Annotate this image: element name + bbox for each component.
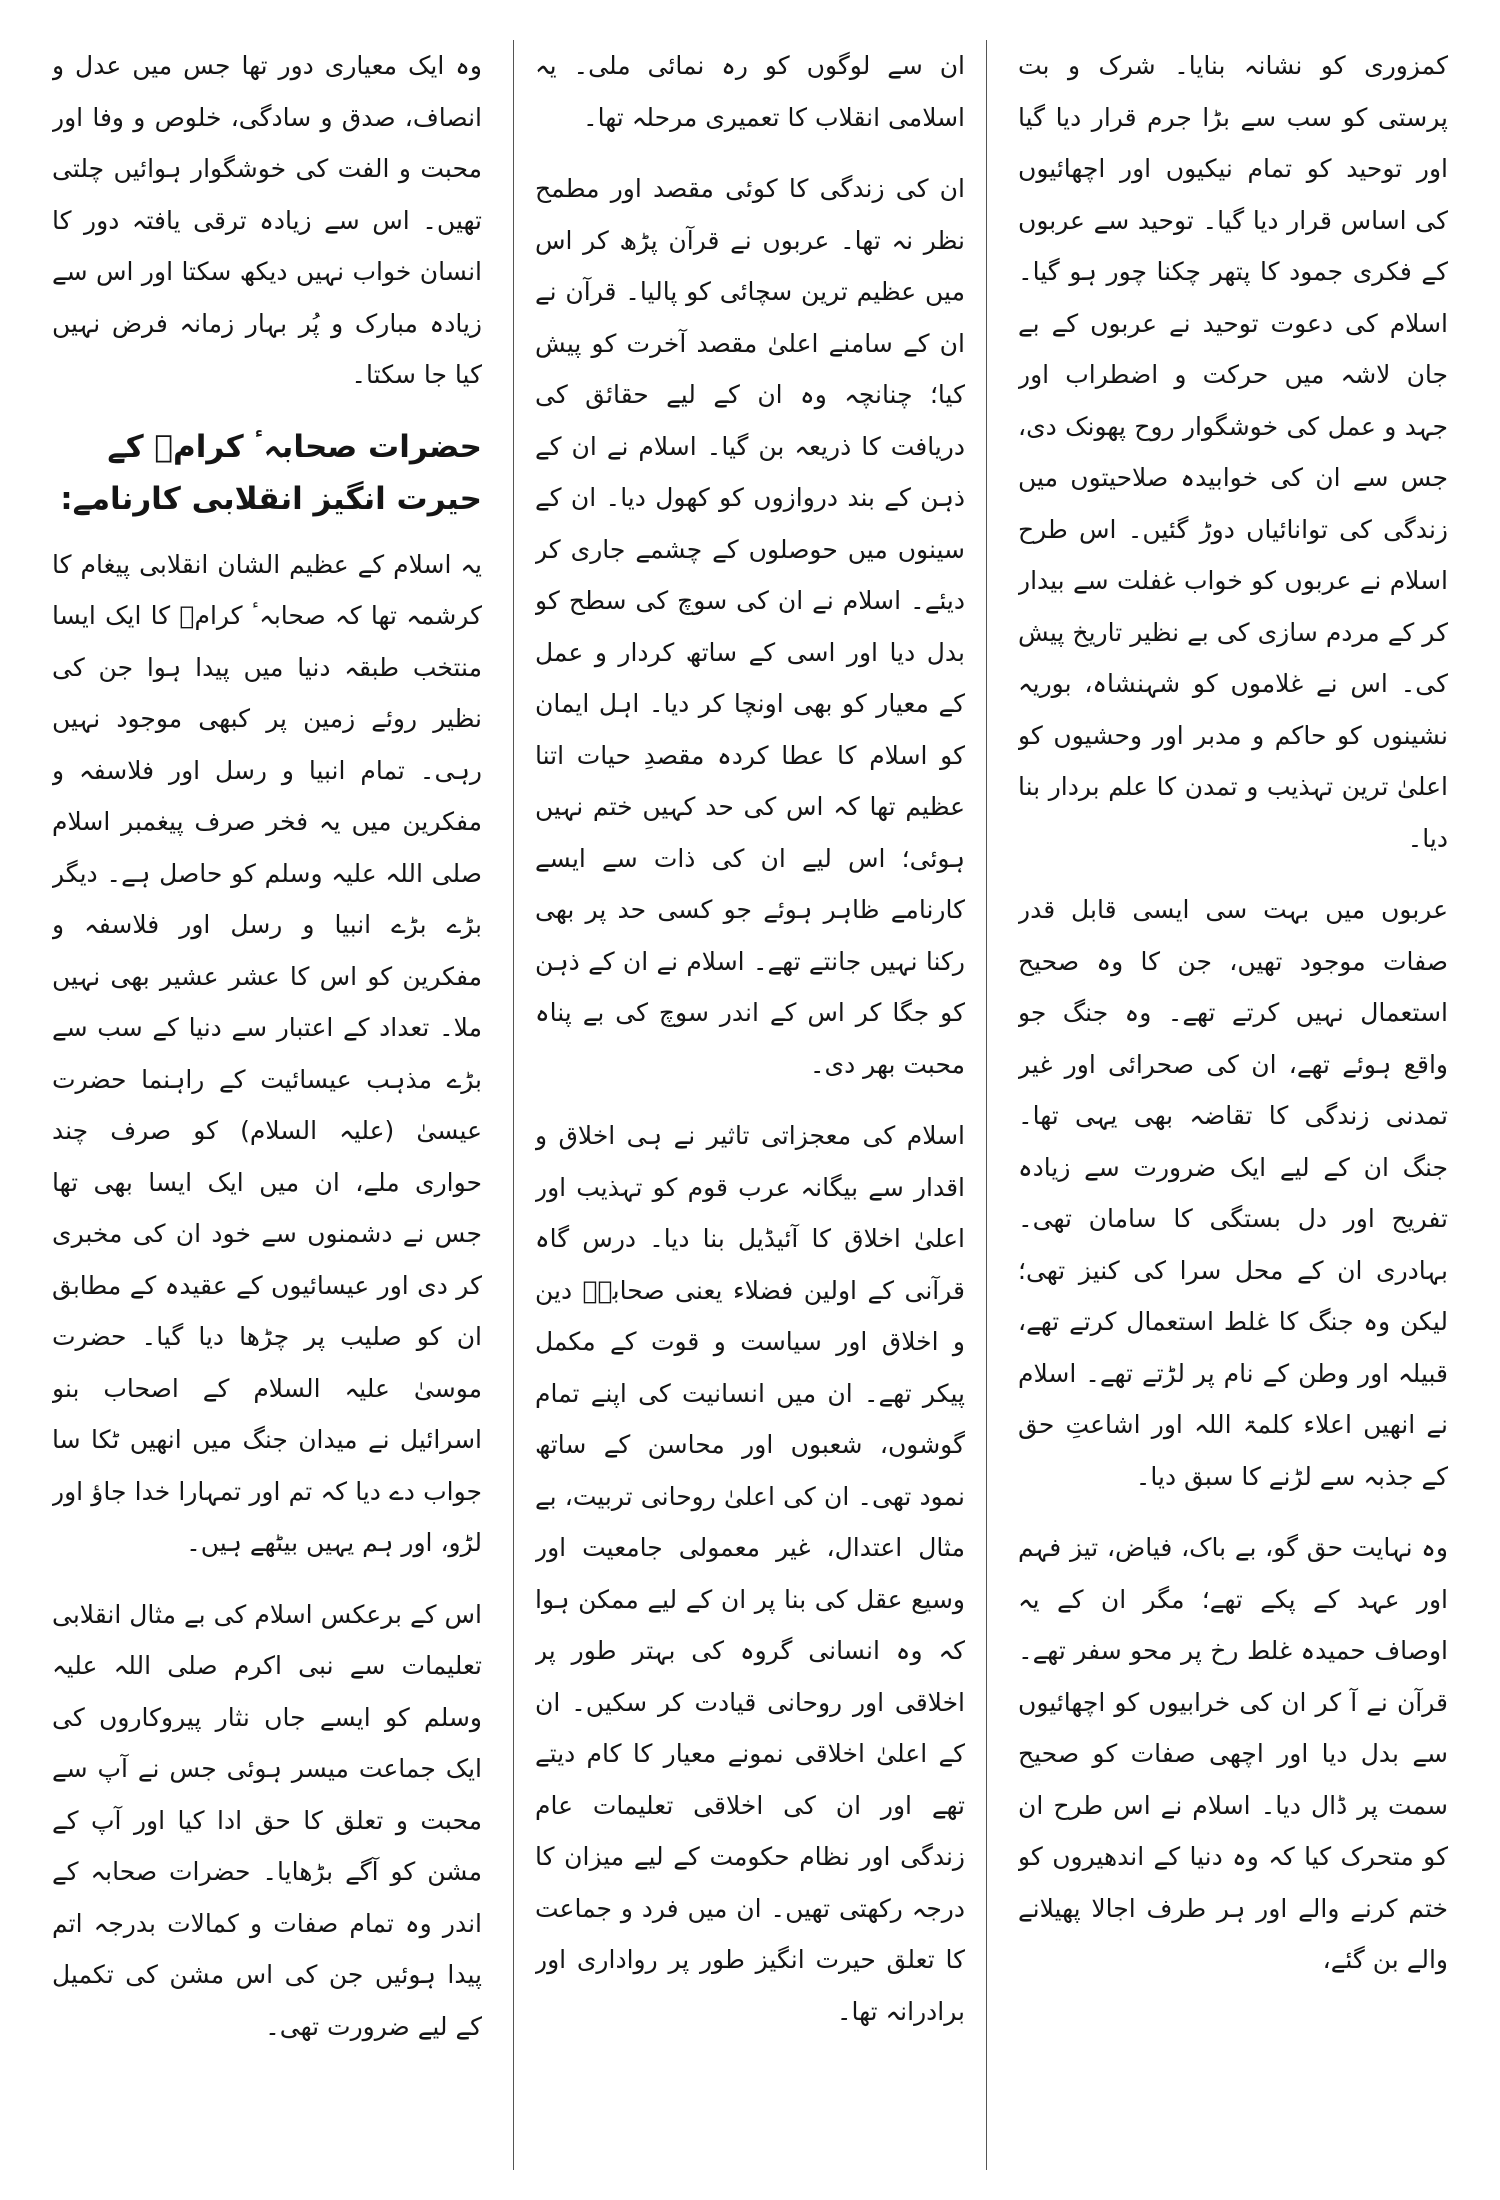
- column-middle: [535, 40, 965, 2170]
- paragraph: عربوں میں بہت سی ایسی قابل قدر صفات موجود تھیں، جن کا وہ صحیح استعمال نہیں کرتے تھے۔ وہ جنگ جو واقع ہوئے تھے، ان کی صحرائی اور غیر تمدنی زندگی کا تقاضہ بھی یہی تھا۔ جنگ ان کے لیے ایک ضرورت سے زیادہ تفریح اور دل بستگی کا سامان تھی۔ بہادری ان کے محل سرا کی کنیز تھی؛ لیکن وہ جنگ کا غلط استعمال کرتے تھے، قبیلہ اور وطن کے نام پر لڑتے تھے۔ اسلام نے انھیں اعلاء کلمۃ اللہ اور اشاعتِ حق کے جذبہ سے لڑنے کا سبق دیا۔: [1018, 895, 1448, 1491]
- column-left: [52, 40, 482, 2170]
- paragraph: اسلام کی معجزاتی تاثیر نے ہی اخلاق و اقدار سے بیگانہ عرب قوم کو تہذیب اور اعلیٰ اخلاق کا آئیڈیل بنا دیا۔ درس گاہ قرآنی کے اولین فضلاء یعنی صحابہؓ دین و اخلاق اور سیاست و قوت کے مکمل پیکر تھے۔ ان میں انسانیت کی اپنے تمام گوشوں، شعبوں اور محاسن کے ساتھ نمود تھی۔ ان کی اعلیٰ روحانی تربیت، بے مثال اعتدال، غیر معمولی جامعیت اور وسیع عقل کی بنا پر ان کے لیے ممکن ہوا کہ وہ انسانی گروہ کی بہتر طور پر اخلاقی اور روحانی قیادت کر سکیں۔ ان کے اعلیٰ اخلاقی نمونے معیار کا کام دیتے تھے اور ان کی اخلاقی تعلیمات عام زندگی اور نظام حکومت کے لیے میزان کا درجہ رکھتی تھیں۔ ان میں فرد و جماعت کا تعلق حیرت انگیز طور پر رواداری اور برادرانہ تھا۔: [535, 1121, 965, 2026]
- column-divider: [513, 40, 514, 2170]
- article-columns: [52, 40, 1448, 2170]
- paragraph: ان کی زندگی کا کوئی مقصد اور مطمح نظر نہ تھا۔ عربوں نے قرآن پڑھ کر اس میں عظیم ترین سچائی کو پالیا۔ قرآن نے ان کے سامنے اعلیٰ مقصد آخرت کو پیش کیا؛ چنانچہ وہ ان کے لیے حقائق کی دریافت کا ذریعہ بن گیا۔ اسلام نے ان کے ذہن کے بند دروازوں کو کھول دیا۔ ان کے سینوں میں حوصلوں کے چشمے جاری کر دیئے۔ اسلام نے ان کی سوچ کی سطح کو بدل دیا اور اسی کے ساتھ کردار و عمل کے معیار کو بھی اونچا کر دیا۔ اہل ایمان کو اسلام کا عطا کردہ مقصدِ حیات اتنا عظیم تھا کہ اس کی حد کہیں ختم نہیں ہوئی؛ اس لیے ان کی ذات سے ایسے کارنامے ظاہر ہوئے جو کسی حد پر بھی رکنا نہیں جانتے تھے۔ اسلام نے ان کے ذہن کو جگا کر اس کے اندر سوچ کی بے پناہ محبت بھر دی۔: [535, 174, 965, 1079]
- paragraph: یہ اسلام کے عظیم الشان انقلابی پیغام کا کرشمہ تھا کہ صحابہٴ کرامؓ کا ایک ایسا منتخب طبقہ دنیا میں پیدا ہوا جن کی نظیر روئے زمین پر کبھی موجود نہیں رہی۔ تمام انبیا و رسل اور فلاسفہ و مفکرین میں یہ فخر صرف پیغمبر اسلام صلی اللہ علیہ وسلم کو حاصل ہے۔ دیگر بڑے بڑے انبیا و رسل اور فلاسفہ و مفکرین کو اس کا عشر عشیر بھی نہیں ملا۔ تعداد کے اعتبار سے دنیا کے سب سے بڑے مذہب عیسائیت کے راہنما حضرت عیسیٰ (علیہ السلام) کو صرف چند حواری ملے، ان میں ایک ایسا بھی تھا جس نے دشمنوں سے خود ان کی مخبری کر دی اور عیسائیوں کے عقیدہ کے مطابق ان کو صلیب پر چڑھا دیا گیا۔ حضرت موسیٰ علیہ السلام کے اصحاب بنو اسرائیل نے میدان جنگ میں انھیں ٹکا سا جواب دے دیا کہ تم اور تمہارا خدا جاؤ اور لڑو، اور ہم یہیں بیٹھے ہیں۔: [52, 549, 482, 1557]
- paragraph: کمزوری کو نشانہ بنایا۔ شرک و بت پرستی کو سب سے بڑا جرم قرار دیا گیا اور توحید کو تمام نیکیوں اور اچھائیوں کی اساس قرار دیا گیا۔ توحید سے عربوں کے فکری جمود کا پتھر چکنا چور ہو گیا۔ اسلام کی دعوت توحید نے عربوں کے بے جان لاشہ میں حرکت و اضطراب اور جہد و عمل کی خوشگوار روح پھونک دی، جس سے ان کی خوابیدہ صلاحیتوں میں زندگی کی توانائیاں دوڑ گئیں۔ اس طرح اسلام نے عربوں کو خواب غفلت سے بیدار کر کے مردم سازی کی بے نظیر تاریخ پیش کی۔ اس نے غلاموں کو شہنشاہ، بوریہ نشینوں کو حاکم و مدبر اور وحشیوں کو اعلیٰ ترین تہذیب و تمدن کا علم بردار بنا دیا۔: [1018, 51, 1448, 853]
- paragraph: ان سے لوگوں کو رہ نمائی ملی۔ یہ اسلامی انقلاب کا تعمیری مرحلہ تھا۔: [535, 51, 965, 132]
- paragraph: اس کے برعکس اسلام کی بے مثال انقلابی تعلیمات سے نبی اکرم صلی اللہ علیہ وسلم کو ایسے جاں نثار پیروکاروں کی ایک جماعت میسر ہوئی جس نے آپ سے محبت و تعلق کا حق ادا کیا اور آپ کے مشن کو آگے بڑھایا۔ حضرات صحابہ کے اندر وہ تمام صفات و کمالات بدرجہ اتم پیدا ہوئیں جن کی اس مشن کی تکمیل کے لیے ضرورت تھی۔: [52, 1599, 482, 2041]
- column-right: [1018, 40, 1448, 2170]
- column-divider: [986, 40, 987, 2170]
- paragraph: وہ نہایت حق گو، بے باک، فیاض، تیز فہم اور عہد کے پکے تھے؛ مگر ان کے یہ اوصاف حمیدہ غلط رخ پر محو سفر تھے۔ قرآن نے آ کر ان کی خرابیوں کو اچھائیوں سے بدل دیا اور اچھی صفات کو صحیح سمت پر ڈال دیا۔ اسلام نے اس طرح ان کو متحرک کیا کہ وہ دنیا کے اندھیروں کو ختم کرنے والے اور ہر طرف اجالا پھیلانے والے بن گئے،: [1018, 1533, 1448, 1974]
- paragraph: وہ ایک معیاری دور تھا جس میں عدل و انصاف، صدق و سادگی، خلوص و وفا اور محبت و الفت کی خوشگوار ہوائیں چلتی تھیں۔ اس سے زیادہ ترقی یافتہ دور کا انسان خواب نہیں دیکھ سکتا اور اس سے زیادہ مبارک و پُر بہار زمانہ فرض نہیں کیا جا سکتا۔: [52, 51, 482, 389]
- section-heading: حضرات صحابہٴ کرامؓ کے حیرت انگیز انقلابی کارنامے:: [60, 428, 482, 517]
